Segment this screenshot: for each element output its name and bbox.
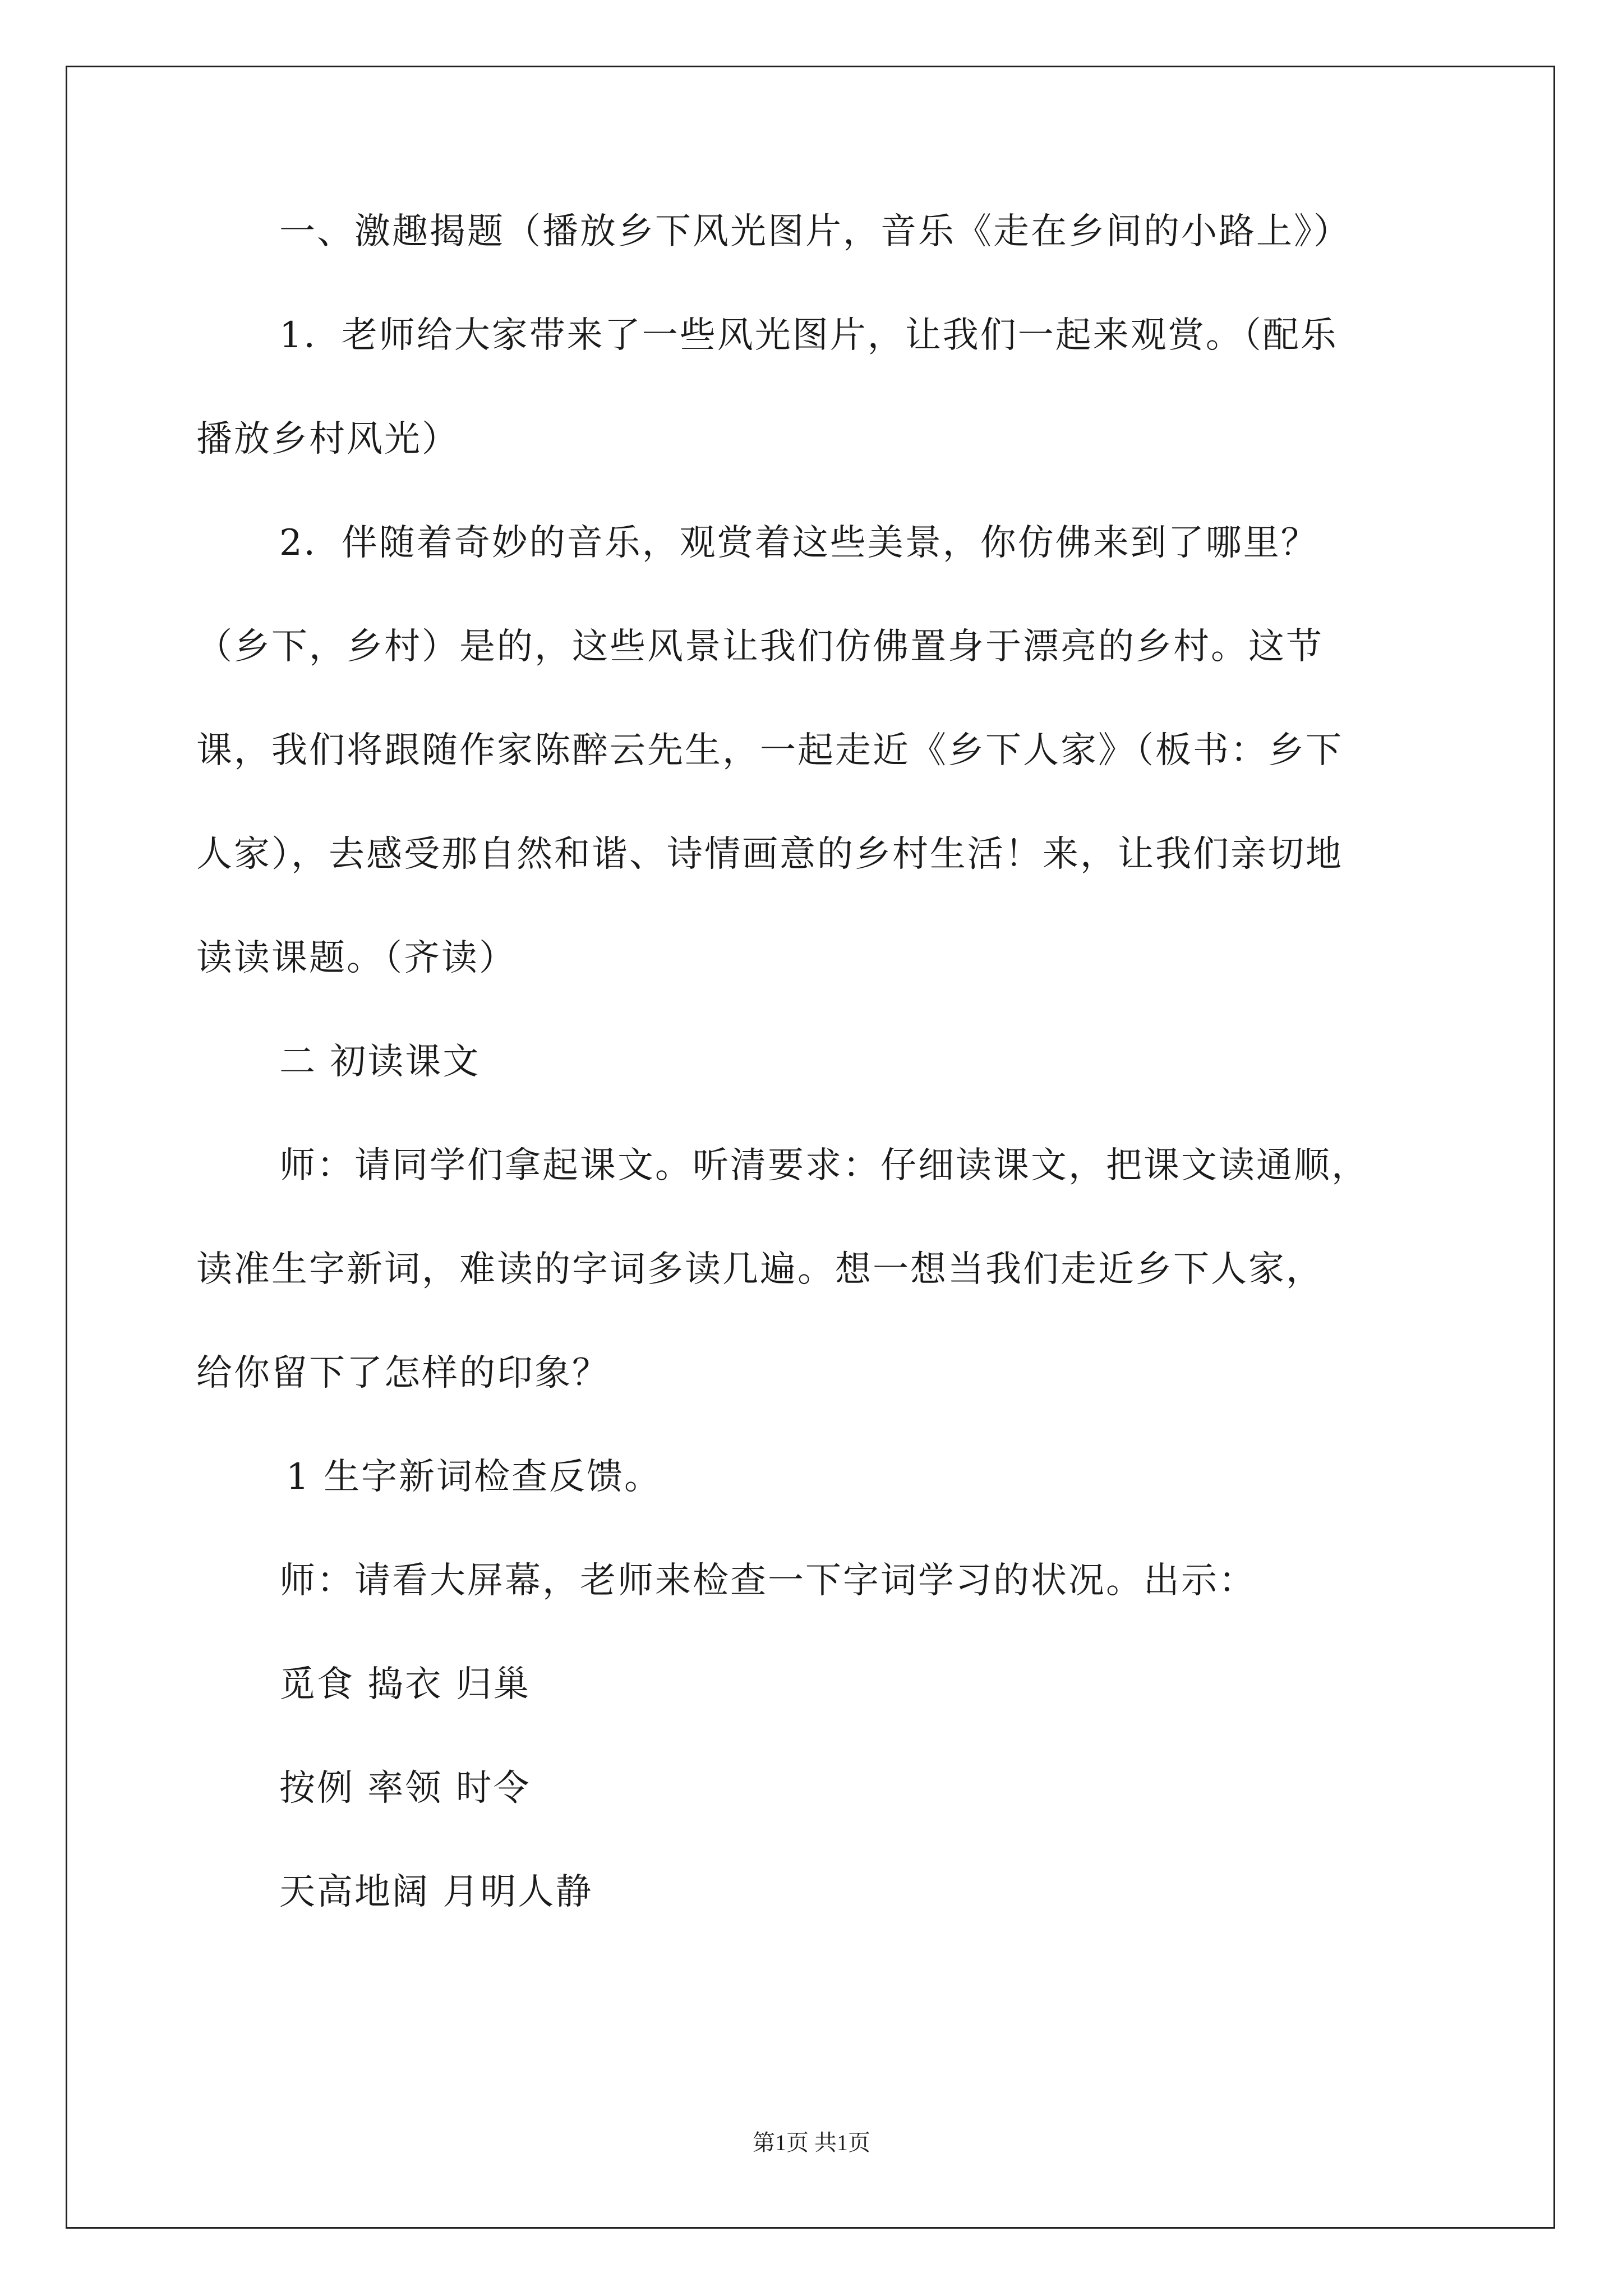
page-number-footer: 第1页 共1页: [753, 2130, 870, 2155]
heading-section-2: 二 初读课文: [279, 1041, 481, 1083]
paragraph-line: 1．老师给大家带来了一些风光图片，让我们一起来观赏。（配乐: [279, 315, 1338, 356]
paragraph-line: 播放乡村风光）: [196, 418, 459, 460]
word-list-line: 天高地阔 月明人静: [279, 1871, 593, 1913]
paragraph-line: （乡下，乡村）是的，这些风景让我们仿佛置身于漂亮的乡村。这节: [196, 626, 1324, 668]
paragraph-line: 给你留下了怎样的印象？: [196, 1352, 610, 1394]
paragraph-line: 师：请同学们拿起课文。听清要求：仔细读课文，把课文读通顺，: [279, 1145, 1369, 1186]
list-item: 1 生字新词检查反馈。: [286, 1456, 662, 1498]
paragraph-line: 2．伴随着奇妙的音乐，观赏着这些美景，你仿佛来到了哪里？: [279, 522, 1318, 564]
paragraph-line: 读读课题。（齐读）: [196, 937, 517, 979]
paragraph-line: 课，我们将跟随作家陈醉云先生，一起走近《乡下人家》（板书：乡下: [196, 730, 1343, 771]
heading-section-1: 一、激趣揭题（播放乡下风光图片，音乐《走在乡间的小路上》）: [279, 211, 1351, 252]
word-list-line: 按例 率领 时令: [279, 1768, 531, 1809]
paragraph-line: 读准生字新词，难读的字词多读几遍。想一想当我们走近乡下人家，: [196, 1249, 1324, 1290]
paragraph-line: 人家），去感受那自然和谐、诗情画意的乡村生活！来，让我们亲切地: [196, 834, 1343, 875]
paragraph-line: 师：请看大屏幕，老师来检查一下字词学习的状况。出示：: [279, 1560, 1256, 1602]
word-list-line: 觅食 捣衣 归巢: [279, 1664, 531, 1705]
